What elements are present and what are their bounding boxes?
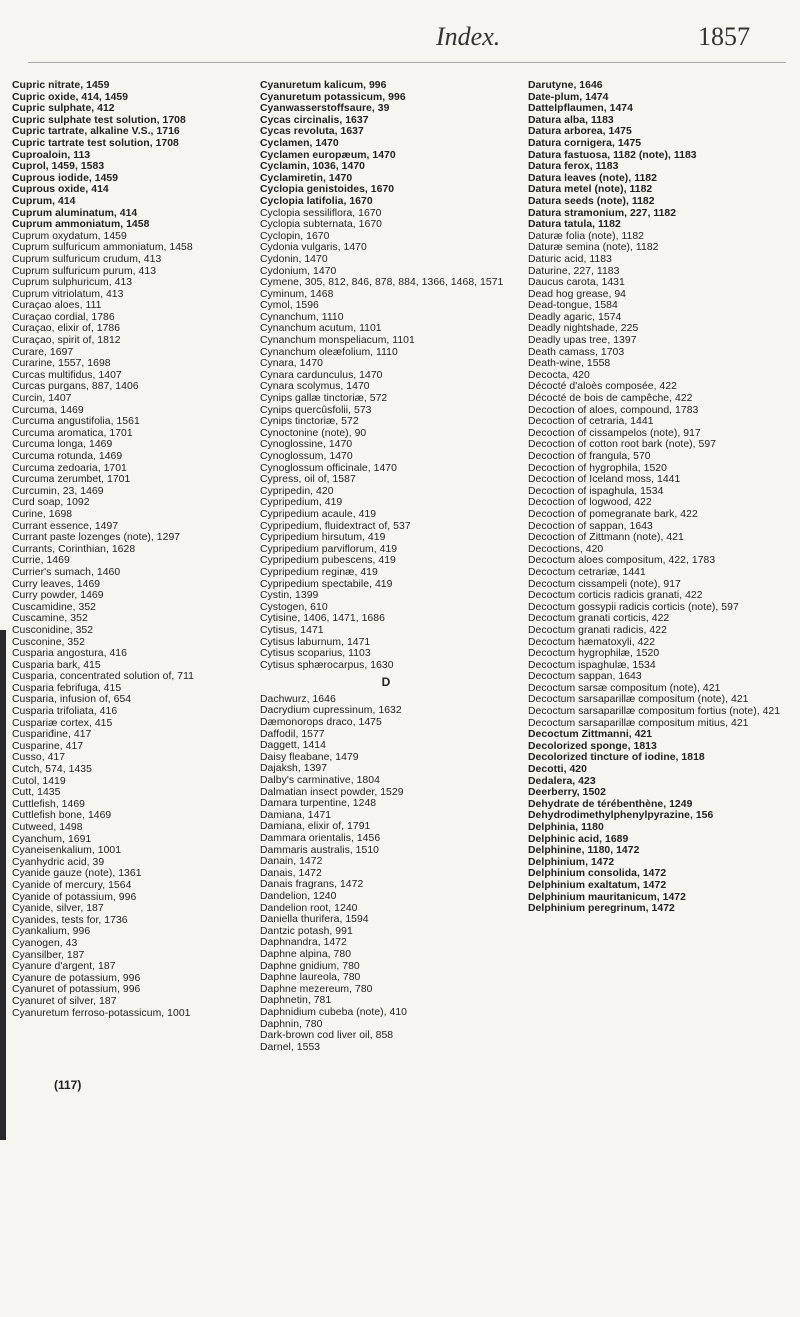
index-entry: Delphinia, 1180: [528, 822, 604, 833]
index-entry: Dajaksh, 1397: [260, 763, 328, 775]
index-entry: Dalmatian insect powder, 1529: [260, 786, 404, 798]
section-letter: D: [381, 675, 391, 690]
index-entry: Cyanhydric acid, 39: [12, 856, 105, 868]
index-entry: Cyanide of mercury, 1564: [12, 879, 132, 891]
index-entry: Cuprum sulfuricum ammoniatum, 1458: [12, 242, 193, 254]
index-entry: Daphne gnidium, 780: [260, 960, 360, 972]
index-entry: Daphnetin, 781: [260, 995, 332, 1007]
index-entry: Cydonin, 1470: [260, 253, 328, 265]
index-entry: Cusparia febrifuga, 415: [12, 682, 122, 694]
index-entry: Dehydrodimethylphenylpyrazine, 156: [528, 810, 714, 822]
index-entry: Cyanuret of silver, 187: [12, 995, 117, 1007]
index-entry: Currant essence, 1497: [12, 520, 119, 532]
index-entry: Dæmonorops draco, 1475: [260, 717, 382, 729]
index-entry: Cusparia angostura, 416: [12, 648, 127, 660]
index-entry: Datura fastuosa, 1182 (note), 1183: [528, 149, 697, 161]
index-entry: Dammaris australis, 1510: [260, 844, 380, 856]
index-entry: Damiana, elixir of, 1791: [260, 821, 371, 833]
index-entry: Cystin, 1399: [260, 590, 319, 602]
index-entry: Cusparia, concentrated solution of, 711: [12, 671, 194, 683]
index-entry: Cuprum aluminatum, 414: [12, 207, 138, 219]
index-entry: Cyanure de potassium, 996: [12, 972, 141, 984]
index-entry: Cymol, 1596: [260, 300, 319, 312]
index-entry: Delphinium consolida, 1472: [528, 868, 667, 880]
index-entry: Dalby's carminative, 1804: [260, 775, 380, 787]
index-entry: Currier's sumach, 1460: [12, 566, 121, 578]
index-entry: Cynips quercûsfolii, 573: [260, 404, 372, 416]
index-entry: Decoction of Zittmann (note), 421: [528, 532, 684, 544]
index-entry: Deadly upas tree, 1397: [528, 335, 637, 347]
index-entry: Cypress, oil of, 1587: [260, 474, 356, 486]
index-entry: Cycas revoluta, 1637: [260, 126, 364, 138]
index-entry: Decoction of cetraria, 1441: [528, 416, 654, 428]
index-entry: Currants, Corinthian, 1628: [12, 543, 136, 555]
index-entry: Cyankalium, 996: [12, 926, 91, 938]
index-entry: Cusso, 417: [12, 752, 66, 764]
index-entry: Daphne mezereum, 780: [260, 983, 373, 995]
index-entry: Curcumin, 23, 1469: [12, 485, 104, 497]
index-entry: Cyanides, tests for, 1736: [12, 914, 128, 926]
index-entry: Daturine, 227, 1183: [528, 265, 620, 277]
index-entry: Delphinic acid, 1689: [528, 833, 629, 845]
index-entry: Cynanchum acutum, 1101: [260, 323, 382, 335]
index-entry: Decoction of logwood, 422: [528, 497, 652, 509]
index-entry: Datura cornigera, 1475: [528, 137, 642, 149]
index-entry: Daturæ semina (note), 1182: [528, 242, 659, 254]
index-entry: Cuprum sulfuricum crudum, 413: [12, 253, 162, 265]
index-entry: Deadly agaric, 1574: [528, 311, 622, 323]
index-entry: Cystogen, 610: [260, 601, 328, 613]
index-entry: Damiana, 1471: [260, 809, 332, 821]
index-entry: Cuscamidine, 352: [12, 601, 96, 613]
index-entry: Cyanide, silver, 187: [12, 903, 104, 915]
index-entry: Datura ferox, 1183: [528, 161, 619, 173]
index-entry: Decotti, 420: [528, 764, 587, 776]
index-entry: Curry leaves, 1469: [12, 578, 101, 590]
index-entry: Decocta, 420: [528, 369, 590, 381]
index-entry: Cuprum sulfuricum purum, 413: [12, 265, 157, 277]
index-entry: Daphnandra, 1472: [260, 937, 347, 949]
index-entry: Decoction of Iceland moss, 1441: [528, 474, 681, 486]
index-entry: Décocté d'aloès composée, 422: [528, 381, 677, 393]
index-entry: Curcuma zerumbet, 1701: [12, 474, 131, 486]
index-entry: Damara turpentine, 1248: [260, 798, 377, 810]
index-entry: Cuprum vitriolatum, 413: [12, 288, 124, 300]
index-entry: Cynara scolymus, 1470: [260, 381, 370, 393]
running-title: Index.: [436, 22, 501, 51]
index-entry: Datura seeds (note), 1182: [528, 195, 655, 207]
index-entry: Cusparia bark, 415: [12, 659, 101, 671]
index-entry: Dedalera, 423: [528, 775, 596, 787]
index-entry: Cycas circinalis, 1637: [260, 114, 369, 126]
index-entry: Cyclamen, 1470: [260, 137, 339, 149]
index-entry: Cyclamen europæum, 1470: [260, 149, 396, 161]
index-entry: Cyclopin, 1670: [260, 230, 330, 242]
index-entry: Cynara cardunculus, 1470: [260, 369, 383, 381]
index-entry: Datura arborea, 1475: [528, 126, 632, 138]
index-entry: Deadly nightshade, 225: [528, 323, 639, 335]
index-entry: Cutol, 1419: [12, 775, 66, 787]
index-entry: Cyanide of potassium, 996: [12, 891, 137, 903]
index-entry: Daphne laureola, 780: [260, 972, 361, 984]
index-entry: Dead hog grease, 94: [528, 288, 627, 300]
index-entry: Cyclopia subternata, 1670: [260, 219, 382, 231]
index-entry: Decoction of pomegranate bark, 422: [528, 508, 698, 520]
index-entry: Daphnidium cubeba (note), 410: [260, 1006, 408, 1018]
index-entry: Cuprum oxydatum, 1459: [12, 230, 127, 242]
index-entry: Cyanogen, 43: [12, 937, 78, 949]
index-entry: Death camass, 1703: [528, 346, 625, 358]
index-entry: Curcuma aromatica, 1701: [12, 427, 133, 439]
index-entry: Cyanuretum ferroso-potassicum, 1001: [12, 1007, 191, 1019]
index-entry: Cuspariđine, 417: [12, 729, 92, 741]
index-entry: Cypripedium parviflorum, 419: [260, 543, 398, 555]
index-entry: Cynanchum oleæfolium, 1110: [260, 346, 398, 358]
index-entry: Cynips gallæ tinctoriæ, 572: [260, 393, 388, 405]
index-entry: Curine, 1698: [12, 508, 73, 520]
index-entry: Cutch, 574, 1435: [12, 764, 92, 776]
index-entry: Cytisine, 1406, 1471, 1686: [260, 613, 385, 625]
index-entry: Cynanchum, 1110: [260, 311, 344, 323]
index-entry: Decoctum granati radicis, 422: [528, 624, 667, 636]
index-entry: Cyclamiretin, 1470: [260, 172, 353, 184]
index-entry: Cydonium, 1470: [260, 265, 337, 277]
index-column-2: [260, 80, 512, 1053]
index-entry: Delphinine, 1180, 1472: [528, 845, 640, 857]
index-entry: Cypripedium, fluidextract of, 537: [260, 520, 411, 532]
index-entry: Curaçao, elixir of, 1786: [12, 323, 121, 335]
index-entry: Curcuma longa, 1469: [12, 439, 113, 451]
index-entry: Danais fragrans, 1472: [260, 879, 364, 891]
index-entry: Cyanuretum kalicum, 996: [260, 80, 387, 91]
index-entry: Decoction of aloes, compound, 1783: [528, 404, 699, 416]
index-entry: Date-plum, 1474: [528, 91, 609, 103]
index-entry: Decoctum hygrophilæ, 1520: [528, 648, 660, 660]
index-entry: Cuspariæ cortex, 415: [12, 717, 113, 729]
index-entry: Cypripedium pubescens, 419: [260, 555, 396, 567]
index-entry: Cusconidine, 352: [12, 624, 94, 636]
index-entry: Cuprum ammoniatum, 1458: [12, 219, 150, 231]
index-entry: Cyanuretum potassicum, 996: [260, 91, 406, 103]
index-entry: Decoctum sarsaparillæ compositum fortius (note), 421: [528, 706, 781, 718]
index-entry: Decoctum corticis radicis granati, 422: [528, 590, 703, 602]
index-entry: Decoctum sappan, 1643: [528, 671, 642, 683]
index-entry: Danais, 1472: [260, 867, 322, 879]
index-entry: Cynara, 1470: [260, 358, 323, 370]
index-entry: Cuprol, 1459, 1583: [12, 161, 105, 173]
index-entry: Cupric sulphate, 412: [12, 103, 115, 115]
index-entry: Cyclopia latifolia, 1670: [260, 195, 373, 207]
index-entry: Décocté de bois de campêche, 422: [528, 393, 693, 405]
index-entry: Dantzic potash, 991: [260, 925, 353, 937]
index-entry: Daggett, 1414: [260, 740, 326, 752]
index-entry: Cyaneisenkalium, 1001: [12, 845, 122, 857]
index-entry: Delphinium mauritanicum, 1472: [528, 891, 686, 903]
index-entry: Dandelion root, 1240: [260, 902, 358, 914]
page-header: [0, 22, 800, 62]
index-entry: Cytisus scoparius, 1103: [260, 648, 371, 660]
index-entry: Cyanide gauze (note), 1361: [12, 868, 142, 880]
index-entry: Decoction of frangula, 570: [528, 451, 651, 462]
index-entry: Cydonia vulgaris, 1470: [260, 242, 367, 254]
index-entry: Cutweed, 1498: [12, 822, 83, 833]
index-entry: Cypripedium reginæ, 419: [260, 566, 378, 578]
index-entry: Dandelion, 1240: [260, 890, 337, 902]
index-entry: Cuprum sulphuricum, 413: [12, 277, 133, 289]
index-entry: Cuscamine, 352: [12, 613, 88, 625]
index-entry: Cynanchum monspeliacum, 1101: [260, 335, 415, 347]
index-entry: Danain, 1472: [260, 856, 323, 868]
index-entry: Curarine, 1557, 1698: [12, 358, 111, 370]
index-entry: Daffodil, 1577: [260, 728, 325, 740]
index-entry: Cusparia, infusion of, 654: [12, 694, 132, 706]
index-entry: Decoctum sarsaparillæ compositum (note), 421: [528, 694, 749, 706]
index-entry: Cyanure d'argent, 187: [12, 961, 116, 973]
index-entry: Daphnin, 780: [260, 1018, 323, 1030]
index-entry: Cynoctonine (note), 90: [260, 427, 367, 439]
index-entry: Cusparine, 417: [12, 740, 84, 752]
index-entry: Daniella thurifera, 1594: [260, 914, 369, 926]
index-entry: Datura alba, 1183: [528, 114, 614, 126]
index-entry: Decoction of ispaghula, 1534: [528, 485, 664, 497]
index-entry: Delphinium peregrinum, 1472: [528, 903, 675, 915]
index-entry: Darutyne, 1646: [528, 80, 603, 91]
index-entry: Curaçao cordial, 1786: [12, 311, 115, 323]
index-entry: Decoctum ispaghulæ, 1534: [528, 659, 656, 671]
index-entry: Cuttlefish bone, 1469: [12, 810, 112, 822]
index-entry: Cytisus laburnum, 1471: [260, 636, 371, 648]
index-entry: Darnel, 1553: [260, 1041, 321, 1053]
index-entry: Decoction of sappan, 1643: [528, 520, 653, 532]
index-entry: Cuprous iodide, 1459: [12, 172, 119, 184]
index-entry: Cyansilber, 187: [12, 949, 85, 961]
index-entry: Delphinium exaltatum, 1472: [528, 879, 667, 891]
index-column-1: [12, 80, 248, 1019]
index-entry: Delphinium, 1472: [528, 856, 615, 868]
index-entry: Cusparia trifoliata, 416: [12, 706, 118, 718]
index-entry: Cynoglossum officinale, 1470: [260, 462, 397, 474]
index-entry: Dacrydium cupressinum, 1632: [260, 705, 402, 717]
index-entry: Curcas purgans, 887, 1406: [12, 381, 139, 393]
index-entry: Daturæ folia (note), 1182: [528, 230, 644, 242]
index-entry: Cyanwasserstoffsaure, 39: [260, 103, 390, 115]
index-entry: Decoctum Zittmanni, 421: [528, 729, 653, 741]
index-entry: Curcuma, 1469: [12, 404, 84, 416]
index-entry: Datura metel (note), 1182: [528, 184, 653, 196]
index-entry: Datura stramonium, 227, 1182: [528, 207, 677, 219]
index-entry: Cyclopia sessiliflora, 1670: [260, 207, 382, 219]
index-entry: Curry powder, 1469: [12, 590, 104, 602]
index-entry: Dehydrate de térébenthène, 1249: [528, 798, 693, 810]
index-entry: Cypripedin, 420: [260, 485, 334, 497]
index-entry: Currant paste lozenges (note), 1297: [12, 532, 181, 544]
index-entry: Datura leaves (note), 1182: [528, 172, 657, 184]
index-entry: Daucus carota, 1431: [528, 277, 625, 289]
index-entry: Decoctum gossypii radicis corticis (note), 597: [528, 601, 739, 613]
index-entry: Cupric sulphate test solution, 1708: [12, 114, 186, 126]
index-entry: Cupric nitrate, 1459: [12, 80, 110, 91]
index-entry: Decoctum hæmatoxyli, 422: [528, 636, 656, 648]
index-entry: Cytisus, 1471: [260, 624, 324, 636]
index-entry: Cyanchum, 1691: [12, 833, 92, 845]
index-entry: Currie, 1469: [12, 555, 70, 567]
index-entry: Decoction of hygrophila, 1520: [528, 462, 667, 474]
index-entry: Cusconine, 352: [12, 636, 85, 648]
index-entry: Cymene, 305, 812, 846, 878, 884, 1366, 1468, 1571: [260, 277, 504, 289]
index-entry: Dachwurz, 1646: [260, 693, 336, 705]
index-entry: Decoctum aloes compositum, 422, 1783: [528, 555, 716, 567]
binding-edge: [0, 630, 6, 1140]
index-entry: Cytisus sphærocarpus, 1630: [260, 659, 394, 671]
index-entry: Cyclamin, 1036, 1470: [260, 161, 365, 173]
page-number: 1857: [698, 22, 750, 51]
index-entry: Curaçao aloes, 111: [12, 300, 102, 312]
index-entry: Death-wine, 1558: [528, 358, 611, 370]
index-entry: Datura tatula, 1182: [528, 219, 621, 231]
index-entry: Dead-tongue, 1584: [528, 300, 618, 312]
index-entry: Cypripedium hirsutum, 419: [260, 532, 386, 544]
index-entry: Cyclopia genistoides, 1670: [260, 184, 395, 196]
index-entry: Cupric tartrate, alkaline V.S., 1716: [12, 126, 180, 138]
index-entry: Curcin, 1407: [12, 393, 72, 405]
index-entry: Curcuma zedoaria, 1701: [12, 462, 127, 474]
index-entry: Cyanuret of potassium, 996: [12, 984, 141, 996]
index-entry: Cypripedium spectabile, 419: [260, 578, 393, 590]
index-entry: Decoction of cotton root bark (note), 597: [528, 439, 717, 451]
index-entry: Curd soap, 1092: [12, 497, 90, 509]
index-entry: Cuprous oxide, 414: [12, 184, 109, 196]
index-entry: Curare, 1697: [12, 346, 74, 358]
index-entry: Dark-brown cod liver oil, 858: [260, 1030, 394, 1042]
index-entry: Cypripedium, 419: [260, 497, 343, 509]
index-column-3: [528, 80, 790, 915]
index-entry: Cuprum, 414: [12, 195, 76, 207]
index-entry: Decolorized tincture of iodine, 1818: [528, 752, 705, 764]
index-entry: Cutt, 1435: [12, 787, 61, 799]
index-entry: Dammara orientalis, 1456: [260, 833, 381, 844]
index-entry: Decoctum cetrariæ, 1441: [528, 566, 646, 578]
index-entry: Cypripedium acaule, 419: [260, 508, 377, 520]
index-entry: Cynips tinctoriæ, 572: [260, 416, 359, 428]
index-entry: Daturic acid, 1183: [528, 253, 612, 265]
header-rule: [28, 62, 786, 63]
index-entry: Cuproaloin, 113: [12, 149, 91, 161]
index-entry: Decolorized sponge, 1813: [528, 740, 657, 752]
index-entry: Curcuma rotunda, 1469: [12, 451, 123, 462]
index-entry: Decoctions, 420: [528, 543, 604, 555]
index-entry: Curaçao, spirit of, 1812: [12, 335, 121, 347]
index-entry: Cyminum, 1468: [260, 288, 334, 300]
index-entry: Cynoglossum, 1470: [260, 451, 353, 462]
index-entry: Cupric oxide, 414, 1459: [12, 91, 129, 103]
index-entry: Cupric tartrate test solution, 1708: [12, 137, 179, 149]
index-entry: Curcuma angustifolia, 1561: [12, 416, 140, 428]
index-entry: Cynoglossine, 1470: [260, 439, 353, 451]
index-entry: Daphne alpina, 780: [260, 948, 352, 960]
index-entry: Decoctum sarsaparillæ compositum mitius, 421: [528, 717, 749, 729]
index-entry: Dattelpflaumen, 1474: [528, 103, 633, 115]
index-entry: Decoctum cissampeli (note), 917: [528, 578, 681, 590]
index-entry: Curcas multifidus, 1407: [12, 369, 122, 381]
footer-label: (117): [54, 1078, 82, 1092]
index-entry: Deerberry, 1502: [528, 787, 606, 799]
index-entry: Daisy fleabane, 1479: [260, 751, 359, 763]
index-entry: Decoction of cissampelos (note), 917: [528, 427, 701, 439]
index-entry: Decoctum granati corticis, 422: [528, 613, 670, 625]
index-entry: Decoctum sarsæ compositum (note), 421: [528, 682, 721, 694]
index-entry: Cuttlefish, 1469: [12, 798, 86, 810]
